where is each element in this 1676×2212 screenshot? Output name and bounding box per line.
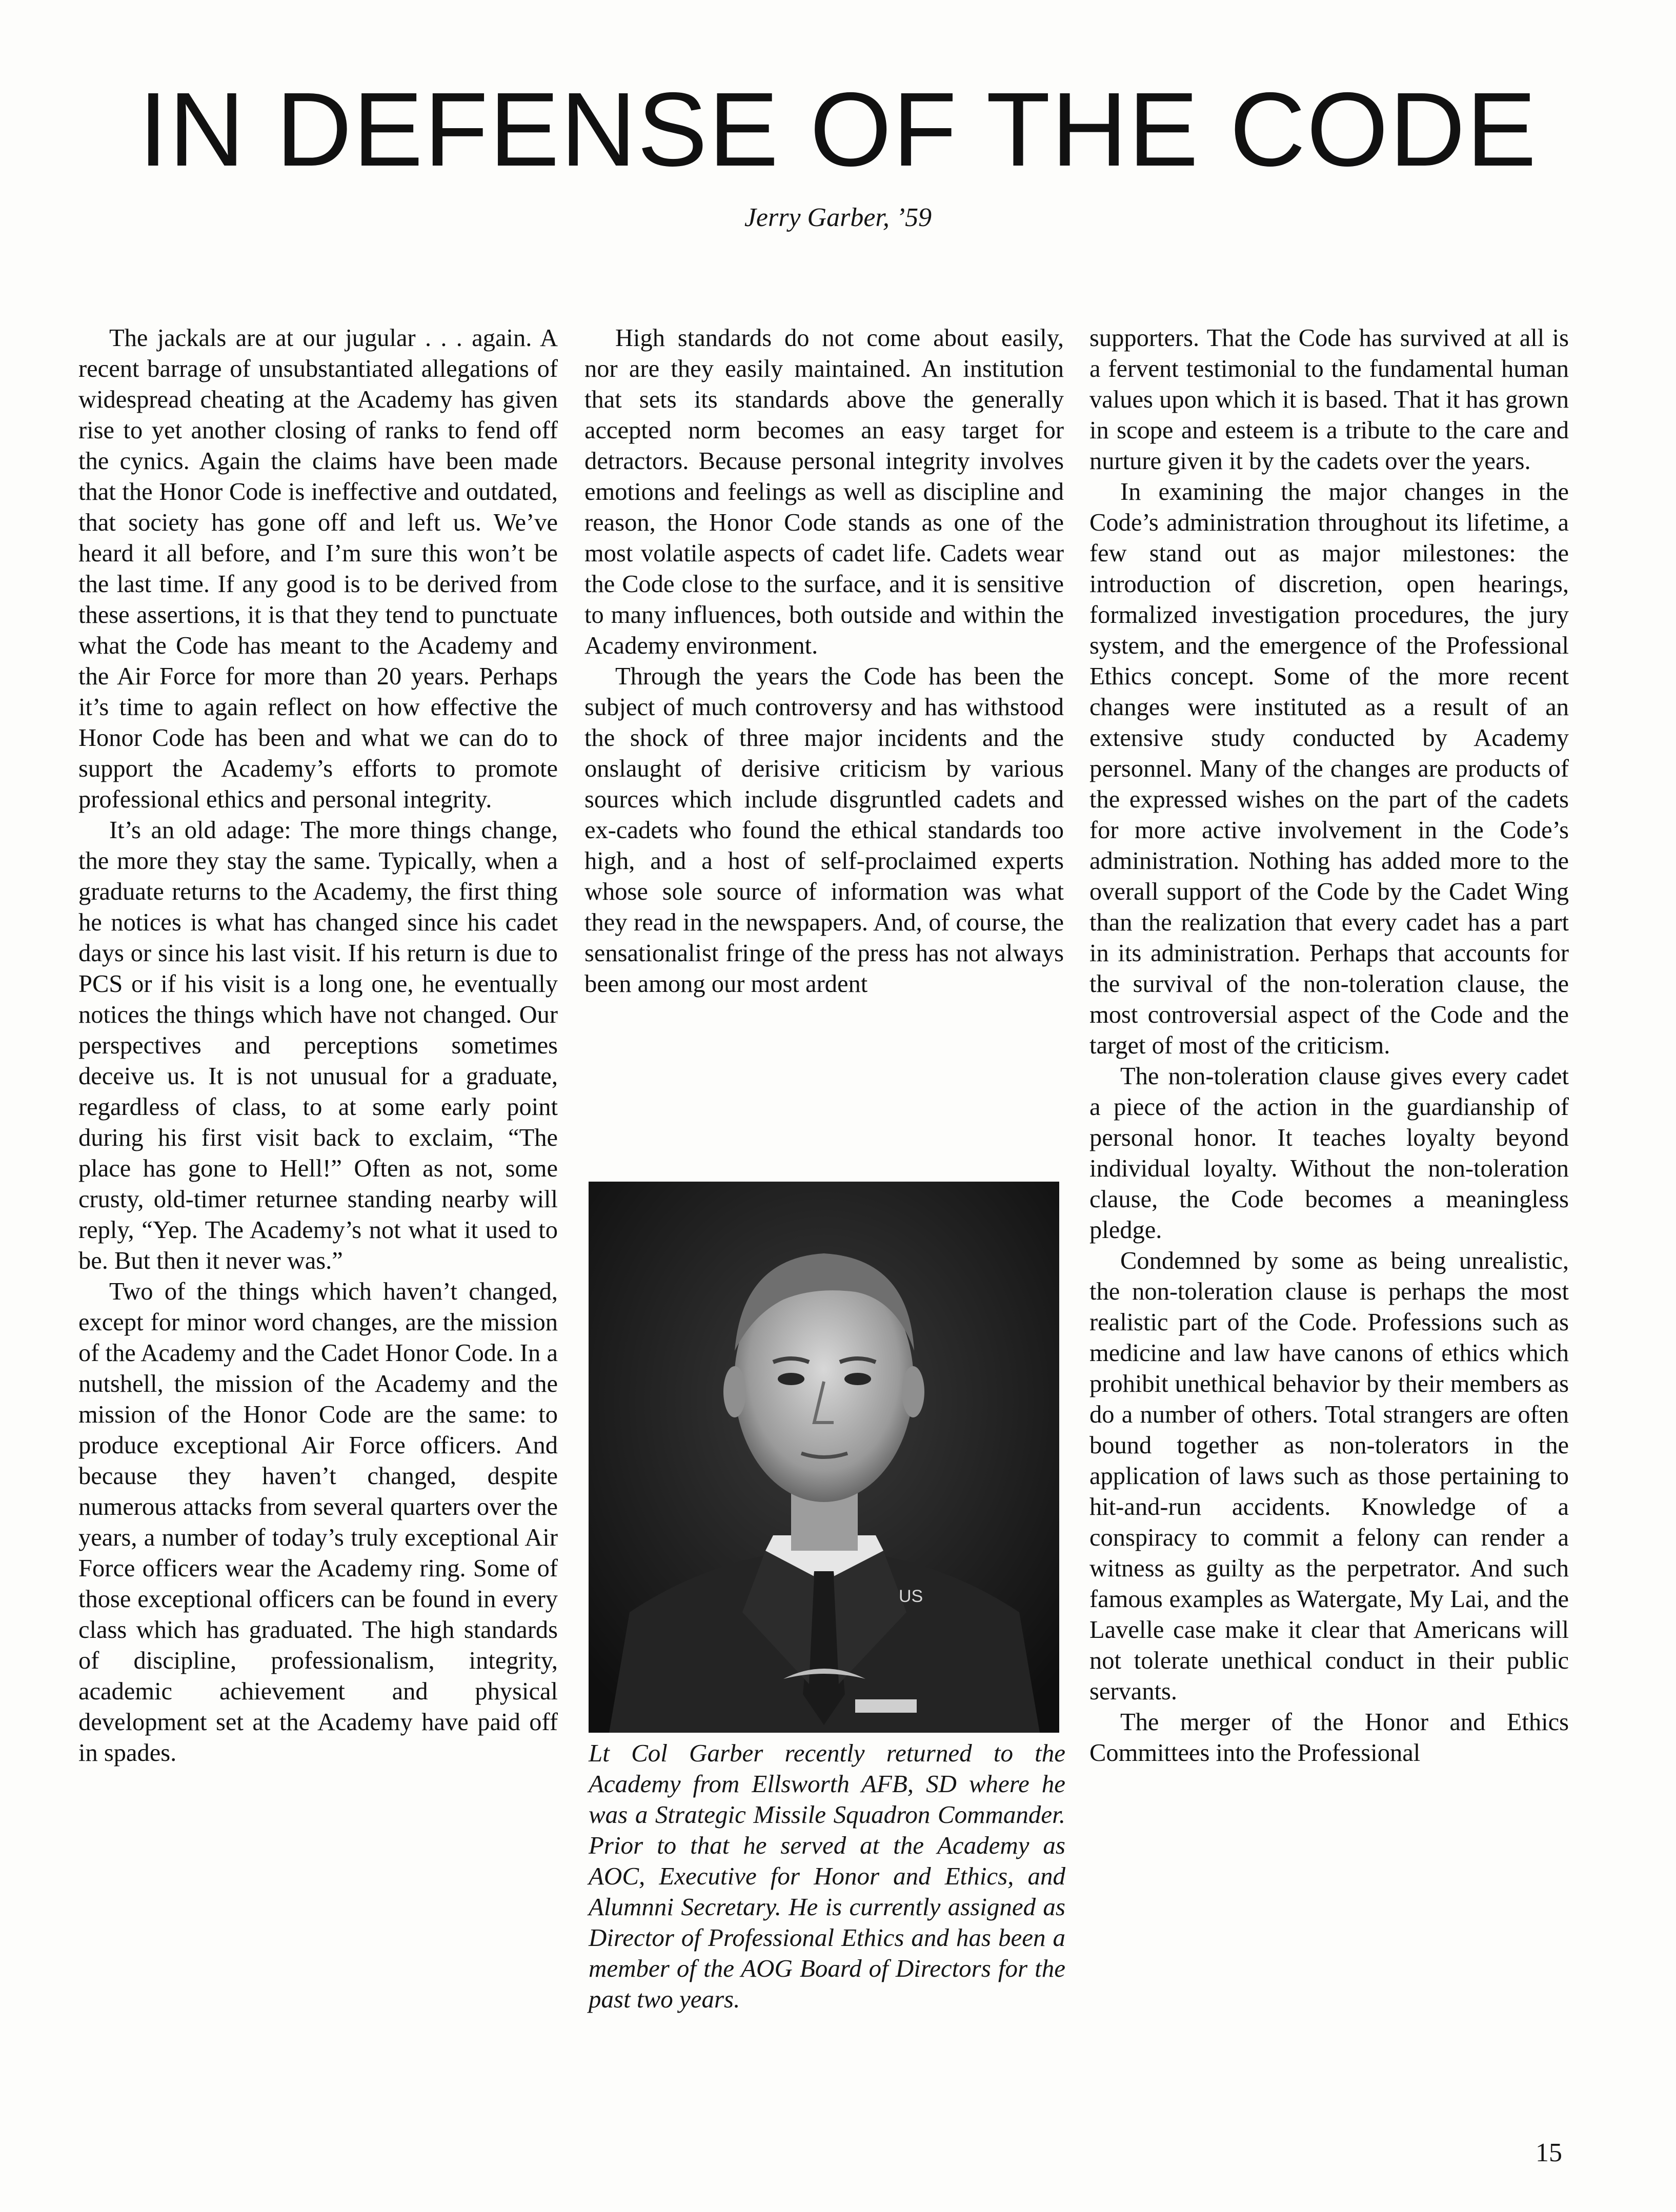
paragraph: The non-toleration clause gives every cadet a piece of the action in the guardianship of personal honor. It teaches loyalty beyond individual loyalty. Without the non-toleration clause, the Code becomes a meaningless pledge. (1089, 1063, 1569, 1244)
author-byline: Jerry Garber, ’59 (744, 203, 932, 232)
paragraph: supporters. That the Code has survived at all is a fervent testimonial to the fundamental human values upon which it is based. That it has grown in scope and esteem is a tribute to the care and nurture given it by the cadets over the years. (1089, 324, 1569, 475)
photo-caption: Lt Col Garber recently returned to the Academy from Ellsworth AFB, SD where he was a Strategic Missile Squadron Commander. Prior to that he served at the Academy as AOC, Executive for Honor and Ethics, and Alumnni Secretary. He is currently assigned as Director of Professional Ethics and has been a member of the AOG Board of Directors for the past two years. (589, 1739, 1065, 2013)
paragraph: Through the years the Code has been the subject of much controversy and has withstood the shock of three major incidents and the onslaught of derisive criticism by various sources which include disgruntled cadets and ex-cadets who found the ethical standards too high, and a host of self-proclaimed experts whose sole source of information was what they read in the newspapers. And, of course, the sensationalist fringe of the press has not always been among our most ardent (584, 663, 1064, 998)
page-number: 15 (1536, 2138, 1562, 2167)
paragraph: It’s an old adage: The more things change, the more they stay the same. Typically, when a graduate returns to the Academy, the first thing he notices is what has changed since his cadet days or since his last visit. If his return is due to PCS or if his visit is a long one, he eventually notices the things which have not changed. Our perspectives and perceptions sometimes deceive us. It is not unusual for a graduate, regardless of class, to at some early point during his first visit back to exclaim, “The place has gone to Hell!” Often as not, some crusty, old-timer returnee standing nearby will reply, “Yep. The Academy’s not what it used to be. But then it never was.” (78, 817, 558, 1274)
author-photo (589, 1182, 1059, 1733)
paragraph: The jackals are at our jugular . . . again. A recent barrage of unsubstantiated allegations of widespread cheating at the Academy has given rise to yet another closing of ranks to fend off the cynics. Again the claims have been made that the Honor Code is ineffective and outdated, that society has gone off and left us. We’ve heard it all before, and I’m sure this won’t be the last time. If any good is to be derived from these assertions, it is that they tend to punctuate what the Code has meant to the Academy and the Air Force for more than 20 years. Perhaps it’s time to again reflect on how effective the Honor Code has been and what we can do to support the Academy’s efforts to promote professional ethics and personal integrity. (78, 324, 558, 813)
collar-insignia: US (899, 1587, 923, 1606)
article-title: IN DEFENSE OF THE CODE (138, 71, 1538, 188)
paragraph: The merger of the Honor and Ethics Committees into the Professional (1089, 1709, 1569, 1767)
paragraph: In examining the major changes in the Code’s administration throughout its lifetime, a few stand out as major milestones: the introduction of discretion, open hearings, formalized investigation procedures, the jury system, and the emergence of the Professional Ethics concept. Some of the more recent changes were instituted as a result of an extensive study conducted by Academy personnel. Many of the changes are products of the expressed wishes on the part of the cadets for more active involvement in the Code’s administration. Nothing has added more to the overall support of the Code by the Cadet Wing than the realization that every cadet has a part in its administration. Perhaps that accounts for the survival of the non-toleration clause, the most controversial aspect of the Code and the target of most of the criticism. (1089, 478, 1569, 1059)
paragraph: Two of the things which haven’t changed, except for minor word changes, are the mission of the Academy and the Cadet Honor Code. In a nutshell, the mission of the Academy and the mission of the Honor Code are the same: to produce exceptional Air Force officers. And because they haven’t changed, despite numerous attacks from several quarters over the years, a number of today’s truly exceptional Air Force officers wear the Academy ring. Some of those exceptional officers can be found in every class which has graduated. The high standards of discipline, professionalism, integrity, academic achievement and physical development set at the Academy have paid off in spades. (78, 1278, 558, 1767)
paragraph: Condemned by some as being unrealistic, the non-toleration clause is perhaps the most realistic part of the Code. Professions such as medicine and law have canons of ethics which prohibit unethical behavior by their members as do a number of others. Total strangers are often bound together as non-tolerators in the application of laws such as those pertaining to hit-and-run accidents. Knowledge of a conspiracy to commit a felony can render a witness as guilty as the perpetrator. And such famous examples as Watergate, My Lai, and the Lavelle case make it clear that Americans will not tolerate unethical conduct in their public servants. (1089, 1247, 1569, 1705)
paragraph: High standards do not come about easily, nor are they easily maintained. An institution that sets its standards above the generally accepted norm becomes an easy target for detractors. Because personal integrity involves emotions and feelings as well as discipline and reason, the Honor Code stands as one of the most volatile aspects of cadet life. Cadets wear the Code close to the surface, and it is sensitive to many influences, both outside and within the Academy environment. (584, 324, 1064, 659)
text-column-3 (1089, 323, 1569, 2086)
text-column-2 (584, 323, 1064, 1164)
text-column-1 (78, 323, 558, 2086)
